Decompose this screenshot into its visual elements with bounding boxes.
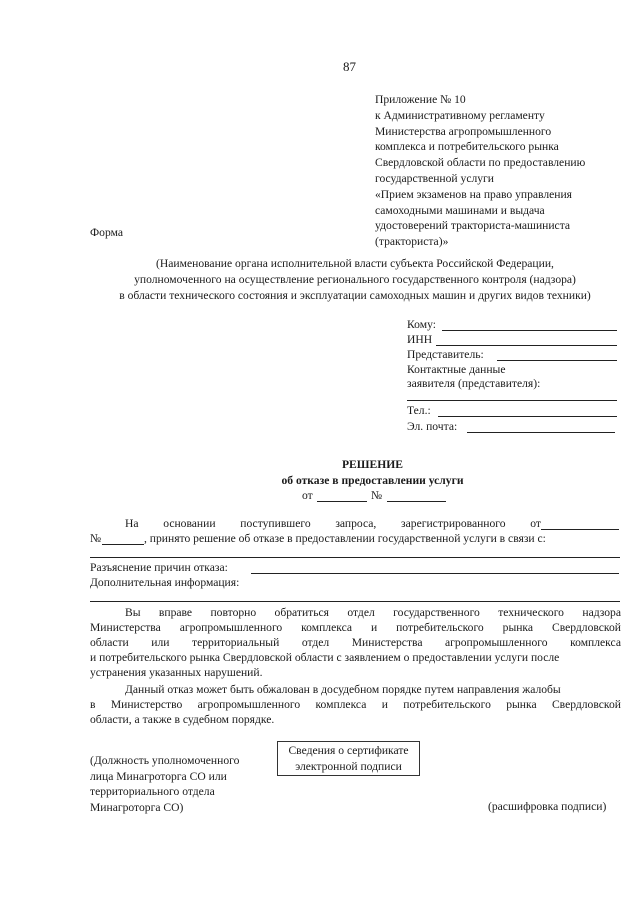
p3-line1: Данный отказ может быть обжалован в досудебном порядке путем направления жалобы xyxy=(125,683,561,696)
appendix-line: Приложение № 10 xyxy=(375,93,466,106)
p1-line2: , принято решение об отказе в предоставлении государственной услуги в связи с: xyxy=(144,532,546,545)
inn-label: ИНН xyxy=(407,333,433,346)
p2-line4: и потребительского рынка Свердловской области с заявлением о предоставлении услуги после xyxy=(90,651,560,664)
explanation-label: Разъяснение причин отказа: xyxy=(90,561,228,574)
p2-line1: Вы вправе повторно обратиться отдел государственного технического надзора xyxy=(125,606,622,619)
inn-field-line xyxy=(436,345,617,346)
to-field-line xyxy=(442,330,617,331)
signer-position-line: территориального отдела xyxy=(90,785,215,799)
decision-date-line xyxy=(317,501,367,502)
request-number-line xyxy=(102,544,144,545)
additional-line xyxy=(90,601,620,602)
certificate-line: Сведения о сертификате xyxy=(288,744,409,757)
p2-line5: устранения указанных нарушений. xyxy=(90,666,263,679)
decision-title: РЕШЕНИЕ xyxy=(341,458,404,471)
phone-label: Тел.: xyxy=(407,404,431,417)
signer-position-line: лица Минагроторга СО или xyxy=(90,769,227,783)
explanation-line xyxy=(251,573,619,574)
authority-line: уполномоченного на осуществление регионального государственного контроля (надзора) xyxy=(134,272,576,286)
appendix-block xyxy=(375,92,585,250)
authority-line: (Наименование органа исполнительной власти субъекта Российской Федерации, xyxy=(156,257,554,270)
representative-label: Представитель: xyxy=(407,348,484,361)
appendix-line: Министерства агропромышленного xyxy=(375,124,552,138)
reason-line xyxy=(90,557,620,558)
page-number: 87 xyxy=(343,59,356,74)
signer-position xyxy=(90,753,239,815)
decision-number-label: № xyxy=(371,489,383,502)
to-label: Кому: xyxy=(407,318,436,331)
signature-decryption: (расшифровка подписи) xyxy=(488,800,607,813)
p3-line2: в Министерство агропромышленного комплекса и потребительского рынка Свердловской xyxy=(90,698,621,711)
appendix-line: к Административному регламенту xyxy=(375,108,545,122)
signer-position-line: Минагроторга СО) xyxy=(90,800,184,814)
p1-line1: На основании поступившего запроса, зарегистрированного от xyxy=(125,517,541,530)
contacts-label-2: заявителя (представителя): xyxy=(407,377,541,390)
appendix-line: комплекса и потребительского рынка xyxy=(375,140,559,154)
contacts-label-1: Контактные данные xyxy=(407,363,506,376)
decision-subtitle: об отказе в предоставлении услуги xyxy=(281,474,464,487)
form-label: Форма xyxy=(90,226,123,239)
decision-date-label: от xyxy=(302,489,313,502)
contacts-field-line xyxy=(407,400,617,401)
appendix-line: государственной услуги xyxy=(375,171,495,185)
request-number-label: № xyxy=(90,532,102,545)
authority-name xyxy=(60,256,640,303)
p2-line2: Министерства агропромышленного комплекса и потребительского рынка Свердловской xyxy=(90,621,621,634)
appendix-line: самоходными машинами и выдача xyxy=(375,203,545,217)
p2-line3: области или территориальный отдел Министерства агропромышленного комплекса xyxy=(90,636,621,649)
appendix-line: «Прием экзаменов на право управления xyxy=(375,187,573,201)
email-label: Эл. почта: xyxy=(407,420,458,433)
request-date-line xyxy=(541,529,619,530)
phone-field-line xyxy=(438,416,617,417)
authority-line: в области технического состояния и эксплуатации самоходных машин и других видов техники) xyxy=(119,288,591,302)
appendix-line: (тракториста)» xyxy=(375,235,449,249)
decision-number-line xyxy=(387,501,446,502)
additional-label: Дополнительная информация: xyxy=(90,576,240,589)
representative-field-line xyxy=(497,360,617,361)
appendix-line: Свердловской области по предоставлению xyxy=(375,156,586,170)
email-field-line xyxy=(467,432,615,433)
appendix-line: удостоверений тракториста-машиниста xyxy=(375,219,571,233)
signer-position-line: (Должность уполномоченного xyxy=(90,754,240,767)
p3-line3: области, а также в судебном порядке. xyxy=(90,713,275,726)
certificate-line: электронной подписи xyxy=(295,759,402,773)
certificate-box xyxy=(277,741,420,776)
